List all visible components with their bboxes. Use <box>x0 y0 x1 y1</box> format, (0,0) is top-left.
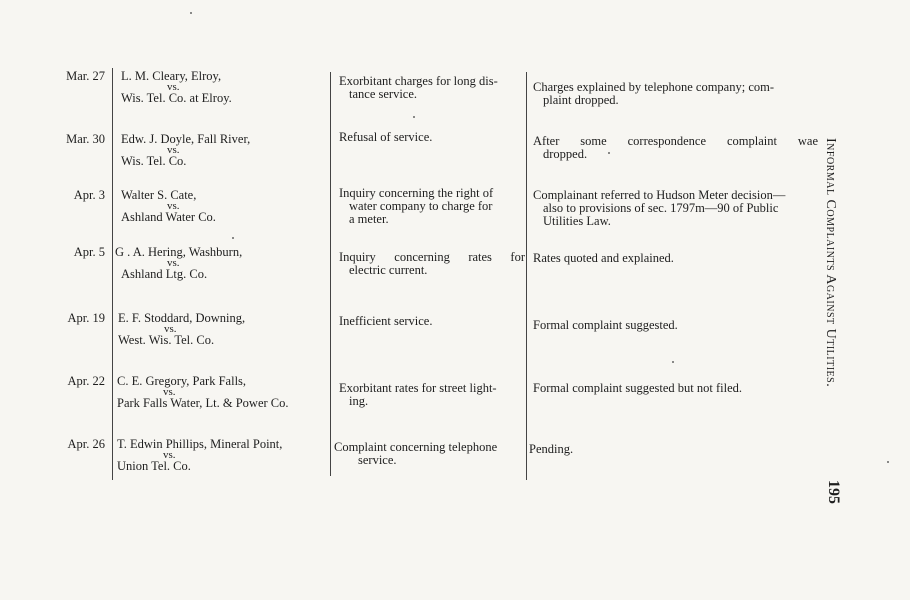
entry-disposition <box>533 189 818 228</box>
entry-date: Apr. 22 <box>67 374 105 388</box>
entry-nature <box>339 251 525 277</box>
nature-line: Inefficient service. <box>339 314 433 328</box>
nature-line: water company to charge for <box>349 199 493 213</box>
disposition-line: also to provisions of sec. 1797m—90 of Public <box>543 201 779 215</box>
nature-line: tance service. <box>349 87 418 101</box>
running-title: Informal Complaints Against Utilities. <box>823 138 838 388</box>
entry-date: Apr. 26 <box>67 437 105 451</box>
entry-nature <box>339 382 525 408</box>
entry-parties <box>115 246 325 281</box>
versus: vs. <box>167 200 180 212</box>
nature-line: Exorbitant rates for street light- <box>339 381 497 395</box>
complainant: G . A. Hering, Washburn, <box>115 245 243 259</box>
versus: vs. <box>163 386 176 398</box>
nature-line: Complaint concerning telephone <box>334 440 498 454</box>
versus: vs. <box>167 81 180 93</box>
complainant: C. E. Gregory, Park Falls, <box>117 374 247 388</box>
entry-date: Mar. 27 <box>66 69 105 83</box>
versus: vs. <box>167 144 180 156</box>
disposition-line: Formal complaint suggested but not filed. <box>533 381 742 395</box>
page-number: 195 <box>825 480 842 504</box>
respondent: West. Wis. Tel. Co. <box>118 333 215 347</box>
entry-disposition <box>533 81 818 107</box>
versus: vs. <box>163 449 176 461</box>
complainant: Walter S. Cate, <box>121 188 197 202</box>
versus: vs. <box>164 323 177 335</box>
entry-date: Mar. 30 <box>66 132 105 146</box>
entry-parties <box>121 70 331 105</box>
scan-speck <box>190 12 192 14</box>
respondent: Wis. Tel. Co. at Elroy. <box>121 91 232 105</box>
disposition-line: Formal complaint suggested. <box>533 318 678 332</box>
entry-disposition <box>533 382 818 395</box>
entry-parties <box>121 189 331 224</box>
column-rule-nature <box>526 72 527 480</box>
respondent: Ashland Ltg. Co. <box>121 267 208 281</box>
disposition-line: Rates quoted and explained. <box>533 251 674 265</box>
entry-disposition <box>529 443 814 456</box>
versus: vs. <box>167 257 180 269</box>
entry-disposition <box>533 319 818 332</box>
nature-line: ing. <box>349 394 369 408</box>
nature-line: a meter. <box>349 212 389 226</box>
disposition-line: plaint dropped. <box>543 93 619 107</box>
nature-line: service. <box>358 453 397 467</box>
entry-parties <box>121 133 331 168</box>
nature-line: Inquiry concerning the right of <box>339 186 494 200</box>
respondent: Ashland Water Co. <box>121 210 216 224</box>
scan-speck <box>887 461 889 463</box>
respondent: Union Tel. Co. <box>117 459 191 473</box>
respondent: Wis. Tel. Co. <box>121 154 187 168</box>
entry-nature <box>334 441 520 467</box>
entry-parties <box>117 438 327 473</box>
complainant: L. M. Cleary, Elroy, <box>121 69 222 83</box>
entry-nature <box>339 187 525 226</box>
complainant: E. F. Stoddard, Downing, <box>118 311 246 325</box>
entry-nature <box>339 131 525 144</box>
nature-line: Refusal of service. <box>339 130 433 144</box>
entry-date: Apr. 5 <box>73 245 105 259</box>
disposition-line: After some correspondence complaint wae <box>533 134 818 148</box>
entry-parties <box>118 312 328 347</box>
disposition-line: Pending. <box>529 442 574 456</box>
nature-line: electric current. <box>349 263 428 277</box>
entry-date: Apr. 19 <box>67 311 105 325</box>
column-rule-date <box>112 68 113 480</box>
nature-line: Inquiry concerning rates for <box>339 250 525 264</box>
disposition-line: Utilities Law. <box>543 214 611 228</box>
entry-disposition <box>533 252 818 265</box>
disposition-line: Complainant referred to Hudson Meter decision— <box>533 188 786 202</box>
complainant: Edw. J. Doyle, Fall River, <box>121 132 251 146</box>
scan-speck <box>608 152 610 154</box>
respondent: Park Falls Water, Lt. & Power Co. <box>117 396 289 410</box>
entry-date: Apr. 3 <box>73 188 105 202</box>
disposition-line: Charges explained by telephone company; com- <box>533 80 775 94</box>
nature-line: Exorbitant charges for long dis- <box>339 74 498 88</box>
scan-speck <box>232 237 234 239</box>
scan-speck <box>413 116 415 118</box>
entry-nature <box>339 75 525 101</box>
complainant: T. Edwin Phillips, Mineral Point, <box>117 437 283 451</box>
disposition-line: dropped. <box>543 147 588 161</box>
entry-disposition <box>543 148 828 161</box>
scan-speck <box>672 361 674 363</box>
entry-nature <box>339 315 525 328</box>
entry-parties <box>117 375 332 410</box>
